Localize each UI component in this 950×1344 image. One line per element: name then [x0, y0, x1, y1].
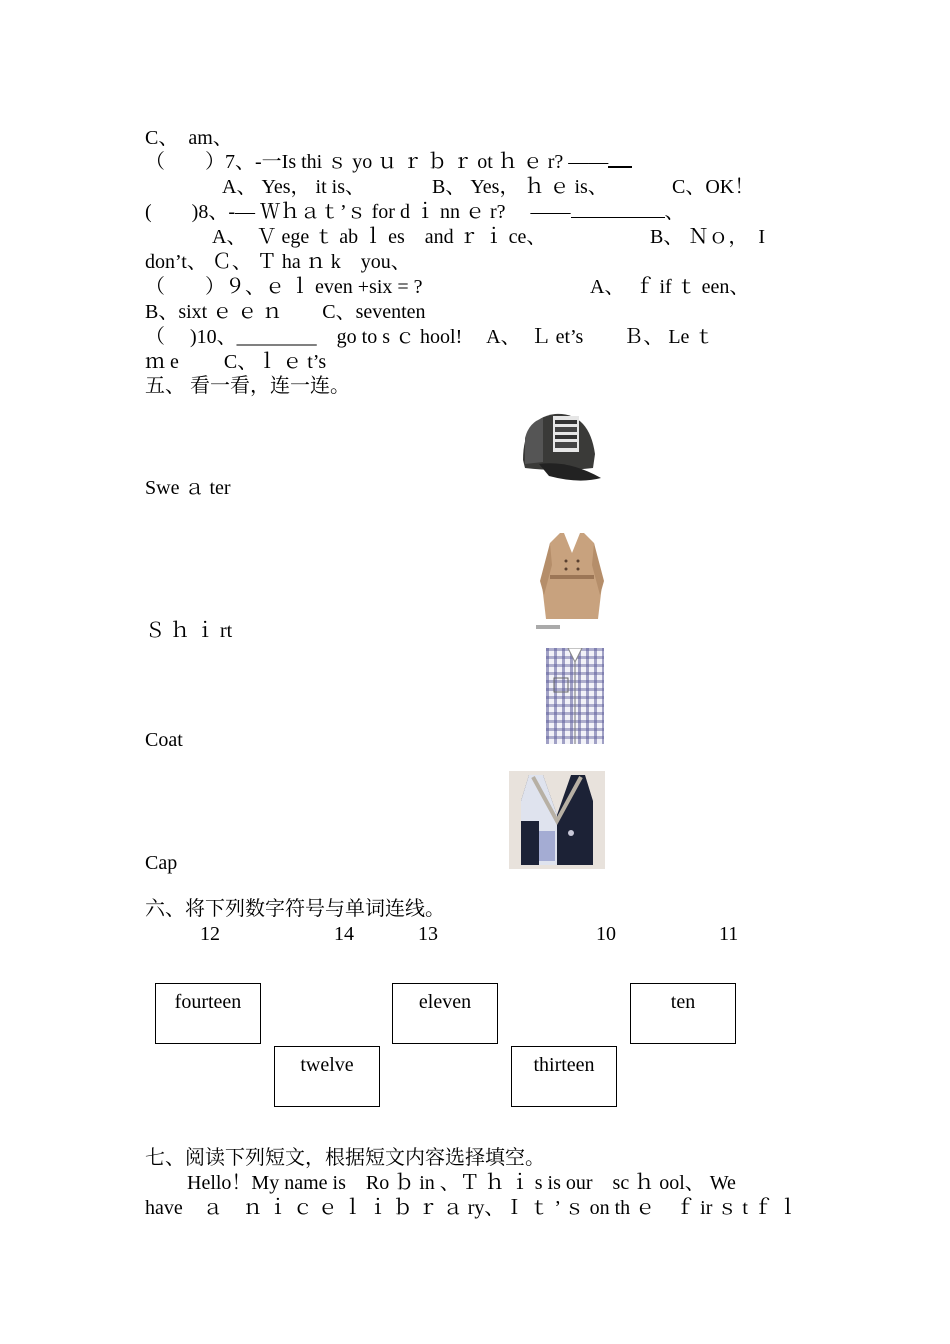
- cap-photo: [509, 398, 605, 494]
- q8-option-b: B、 Ｎｏ， I: [650, 226, 765, 248]
- q7-option-a: A、 Yes， it is、: [222, 176, 365, 198]
- q8-line2: don’t、 Ｃ、 Ｔ ha ｎ k you、: [145, 251, 411, 273]
- word-box-ten[interactable]: ten: [630, 983, 736, 1044]
- word-box-eleven[interactable]: eleven: [392, 983, 498, 1044]
- q9-line2: B、sixt ｅ ｅ ｎ C、seventen: [145, 301, 426, 323]
- sweater-vest-photo: [509, 771, 605, 869]
- word-cap: Cap: [145, 852, 178, 874]
- q9-stem: （ ）９、ｅ ｌ even +six = ?: [145, 276, 423, 298]
- number-12: 12: [200, 923, 220, 945]
- q8-option-a: A、 Ｖ ege ｔ ab ｌ es and ｒ ｉ ce、: [212, 226, 547, 248]
- word-box-thirteen[interactable]: thirteen: [511, 1046, 617, 1107]
- word-coat: Coat: [145, 729, 183, 751]
- q6-option-c: C、 am、: [145, 127, 233, 149]
- number-14: 14: [334, 923, 354, 945]
- q7-option-c: C、OK！: [672, 176, 755, 198]
- number-10: 10: [596, 923, 616, 945]
- number-11: 11: [719, 923, 739, 945]
- section7-title: 七、阅读下列短文，根据短文内容选择填空。: [145, 1147, 545, 1169]
- section5-title: 五、 看一看，连一连。: [145, 375, 350, 397]
- q9-option-a: A、 ｆ if ｔ een、: [590, 276, 750, 298]
- shirt-photo: [546, 648, 604, 744]
- section6-title: 六、将下列数字符号与单词连线。: [145, 898, 445, 920]
- word-box-twelve[interactable]: twelve: [274, 1046, 380, 1107]
- coat-photo: [532, 525, 612, 637]
- q7-option-b: B、 Yes， ｈ ｅ is、: [432, 176, 608, 198]
- q10-line2: ｍ e C、ｌ ｅ t’s: [145, 351, 327, 373]
- passage-line-2: have ａ ｎ ｉ ｃ ｅ ｌ ｉ ｂ ｒ ａ ry、Ｉ ｔ ’ ｓ on th ｅ ｆ ir ｓ t ｆ ｌ: [145, 1197, 798, 1219]
- q10-blank[interactable]: ________: [236, 326, 317, 348]
- q7-stem: （ ）7、-一Is thi ｓ yo ｕ ｒ ｂ ｒ ot ｈ ｅ r? ——: [145, 150, 632, 174]
- q8-stem: ( )8、-— Ｗｈａｔ’ｓ for d ｉ nn ｅ r? —— 、: [145, 201, 685, 223]
- number-13: 13: [418, 923, 438, 945]
- passage-line-1: Hello！My name is Ro ｂ in 、Ｔ ｈ ｉ s is our sc ｈ ool、 We: [187, 1172, 736, 1194]
- word-sweater: Swe ａ ter: [145, 477, 231, 499]
- q10-stem: （ )10、________ go to s ｃ hool! A、 Ｌ et’s Ｂ、 Le ｔ: [145, 326, 715, 348]
- word-box-fourteen[interactable]: fourteen: [155, 983, 261, 1044]
- word-shirt: Ｓ ｈ ｉ rt: [145, 620, 233, 642]
